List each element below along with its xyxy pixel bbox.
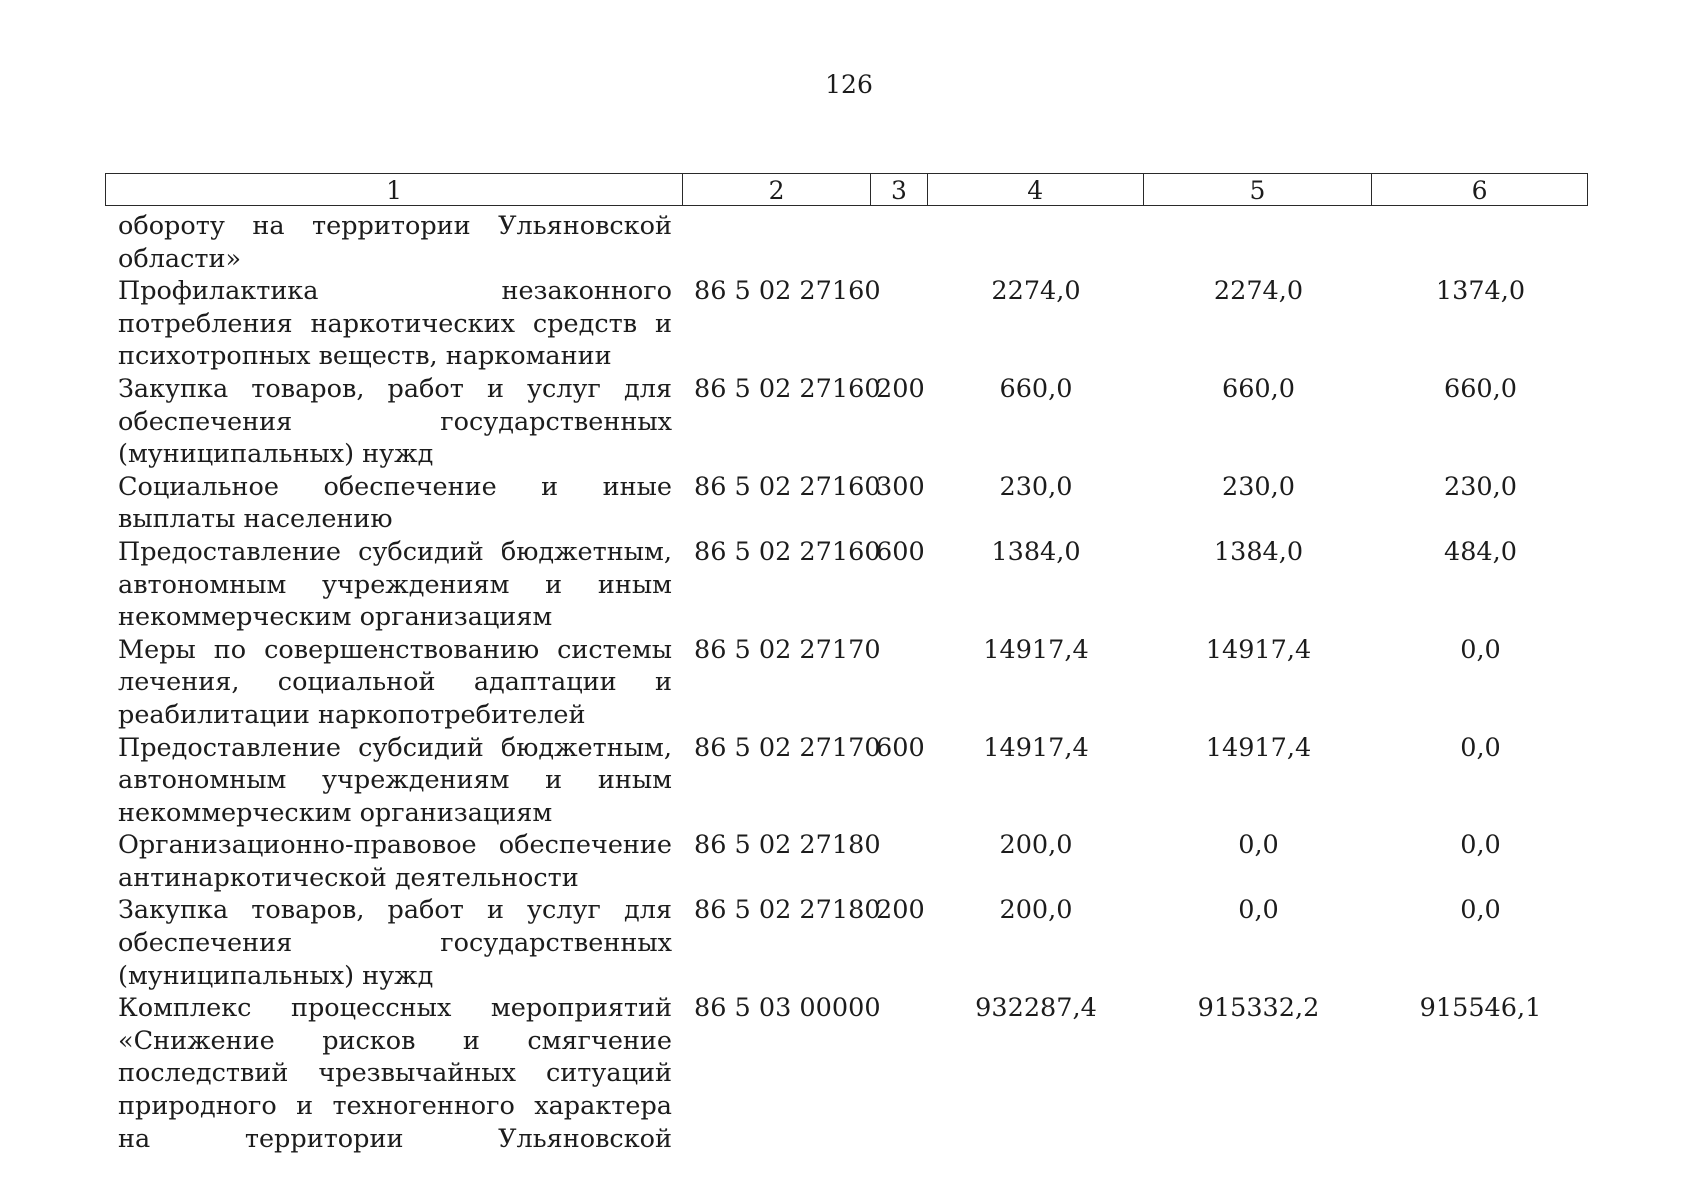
row-description: Закупка товаров, работ и услуг для обеспечения государственных (муниципальных) нужд: [118, 373, 672, 470]
row-amount-col5: 1384,0: [1213, 536, 1304, 567]
row-amount-col6: 230,0: [1443, 471, 1517, 502]
row-description: Профилактика незаконного потребления наркотических средств и психотропных веществ, наркомании: [118, 276, 672, 372]
table-row: [105, 992, 1588, 1155]
row-amount-col6: 484,0: [1443, 536, 1517, 567]
budget-table-body: [105, 210, 1588, 1155]
row-target-code: 86 5 02 27180: [694, 830, 881, 861]
row-target-code: 86 5 03 00000: [694, 993, 881, 1024]
row-target-code: 86 5 02 27160: [694, 276, 881, 307]
row-target-code: 86 5 02 27160: [694, 536, 881, 567]
row-target-code: 86 5 02 27160: [694, 471, 881, 502]
column-header-1: 1: [106, 174, 683, 205]
row-target-code: 86 5 02 27170: [694, 634, 881, 665]
row-target-code: 86 5 02 27160: [694, 373, 881, 404]
row-description: обороту на территории Ульяновской области»: [118, 211, 672, 274]
row-amount-col4: 2274,0: [991, 276, 1081, 307]
row-amount-col5: 14917,4: [1205, 732, 1312, 763]
table-row: [105, 829, 1588, 894]
row-amount-col5: 14917,4: [1205, 634, 1312, 665]
row-expense-type: 600: [876, 536, 925, 567]
row-amount-col4: 200,0: [999, 830, 1073, 861]
row-amount-col5: 0,0: [1238, 895, 1279, 926]
column-header-5: 5: [1144, 174, 1373, 205]
row-target-code: 86 5 02 27180: [694, 895, 881, 926]
table-row: [105, 536, 1588, 634]
row-amount-col5: 2274,0: [1213, 276, 1304, 307]
row-expense-type: 300: [876, 471, 925, 502]
table-header: [105, 173, 1588, 206]
table-row: [105, 732, 1588, 830]
table-row: [105, 471, 1588, 536]
table-row: [105, 275, 1588, 373]
row-amount-col5: 230,0: [1221, 471, 1295, 502]
row-target-code: 86 5 02 27170: [694, 732, 881, 763]
row-description: Предоставление субсидий бюджетным, автономным учреждениям и иным некоммерческим организациям: [118, 536, 672, 633]
row-description: Социальное обеспечение и иные выплаты населению: [118, 471, 672, 535]
column-header-4: 4: [928, 174, 1144, 205]
row-amount-col4: 932287,4: [975, 993, 1097, 1024]
row-amount-col5: 660,0: [1221, 373, 1295, 404]
row-amount-col6: 0,0: [1460, 895, 1501, 926]
row-expense-type: 200: [876, 373, 925, 404]
row-amount-col4: 660,0: [999, 373, 1073, 404]
row-amount-col5: 0,0: [1238, 830, 1279, 861]
row-amount-col6: 0,0: [1460, 634, 1501, 665]
row-expense-type: 200: [876, 895, 925, 926]
row-amount-col6: 915546,1: [1419, 993, 1542, 1024]
row-amount-col6: 0,0: [1460, 732, 1501, 763]
row-expense-type: 600: [876, 732, 925, 763]
row-amount-col6: 1374,0: [1435, 276, 1526, 307]
row-description: Комплекс процессных мероприятий «Снижение рисков и смягчение последствий чрезвычайных ситуаций природного и техногенного характера на территории Ульяновской: [118, 993, 672, 1154]
column-header-2: 2: [683, 174, 871, 205]
table-row: [105, 894, 1588, 992]
row-description: Организационно-правовое обеспечение антинаркотической деятельности: [118, 830, 672, 893]
page-number: 126: [825, 70, 873, 99]
column-header-3: 3: [871, 174, 928, 205]
row-description: Предоставление субсидий бюджетным, автономным учреждениям и иным некоммерческим организациям: [118, 732, 672, 828]
row-amount-col5: 915332,2: [1197, 993, 1320, 1024]
row-amount-col4: 14917,4: [983, 634, 1089, 665]
table-row: [105, 634, 1588, 732]
row-description: Меры по совершенствованию системы лечения, социальной адаптации и реабилитации наркопотребителей: [118, 634, 672, 730]
row-amount-col4: 1384,0: [991, 536, 1081, 567]
row-amount-col4: 200,0: [999, 895, 1073, 926]
row-amount-col6: 660,0: [1443, 373, 1517, 404]
column-header-6: 6: [1471, 176, 1488, 205]
table-row: [105, 210, 1588, 275]
row-amount-col4: 230,0: [999, 471, 1073, 502]
table-row: [105, 373, 1588, 471]
row-amount-col4: 14917,4: [983, 732, 1089, 763]
row-description: Закупка товаров, работ и услуг для обеспечения государственных (муниципальных) нужд: [118, 895, 672, 991]
row-amount-col6: 0,0: [1460, 830, 1501, 861]
